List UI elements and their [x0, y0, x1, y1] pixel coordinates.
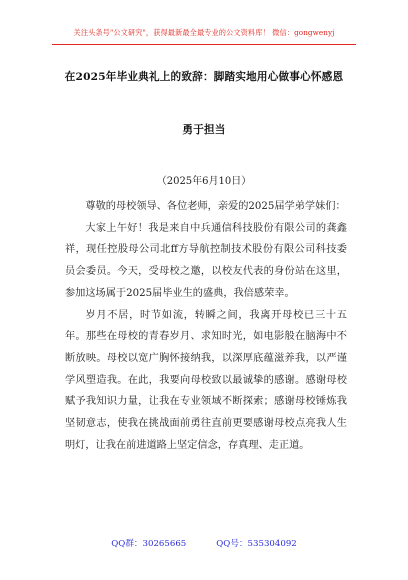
salutation-paragraph: 尊敬的母校领导、各位老师，亲爱的2025届学弟学妹们：	[85, 201, 346, 212]
footer-qq-group: QQ群：30265665	[111, 539, 187, 549]
footer-contact	[0, 537, 408, 549]
header-divider	[52, 44, 356, 45]
top-notice: 关注头条号"公文研究"，获得最新最全最专业的公文资料库！ 微信：gongwenyj	[73, 28, 335, 37]
body-paragraph: 大家上午好！我是来自中兵通信科技股份有限公司的龚鑫祥，现任控股母公司北ff方导航控制技术股份有限公司科技委员会委员。今天，受母校之邀，以校友代表的身份站在这里，参加这场属于2025届毕业生的盛典，我倍感荣幸。	[65, 222, 347, 299]
document-date: （2025年6月10日）	[156, 176, 252, 187]
body-paragraph: 岁月不居，时节如流，转瞬之间，我离开母校已三十五年。那些在母校的青春岁月、求知时光，如电影般在脑海中不断放映。母校以宽广胸怀接纳我，以深厚底蕴滋养我，以严谨学风塑造我。在此，我要向母校致以最诚挚的感谢。感谢母校赋予我知识力量，让我在专业领域不断探索；感谢母校锤炼我坚韧意志，使我在挑战面前勇往直前更要感谢母校点亮我人生明灯，让我在前进道路上坚定信念，存真理、走正道。	[65, 309, 347, 451]
document-title: 在2025年毕业典礼上的致辞：脚踏实地用心做事心怀感恩	[64, 71, 344, 83]
document-body	[65, 196, 347, 456]
document-title-continued: 勇于担当	[182, 124, 226, 136]
footer-qq-number: QQ号：535304092	[216, 539, 297, 549]
